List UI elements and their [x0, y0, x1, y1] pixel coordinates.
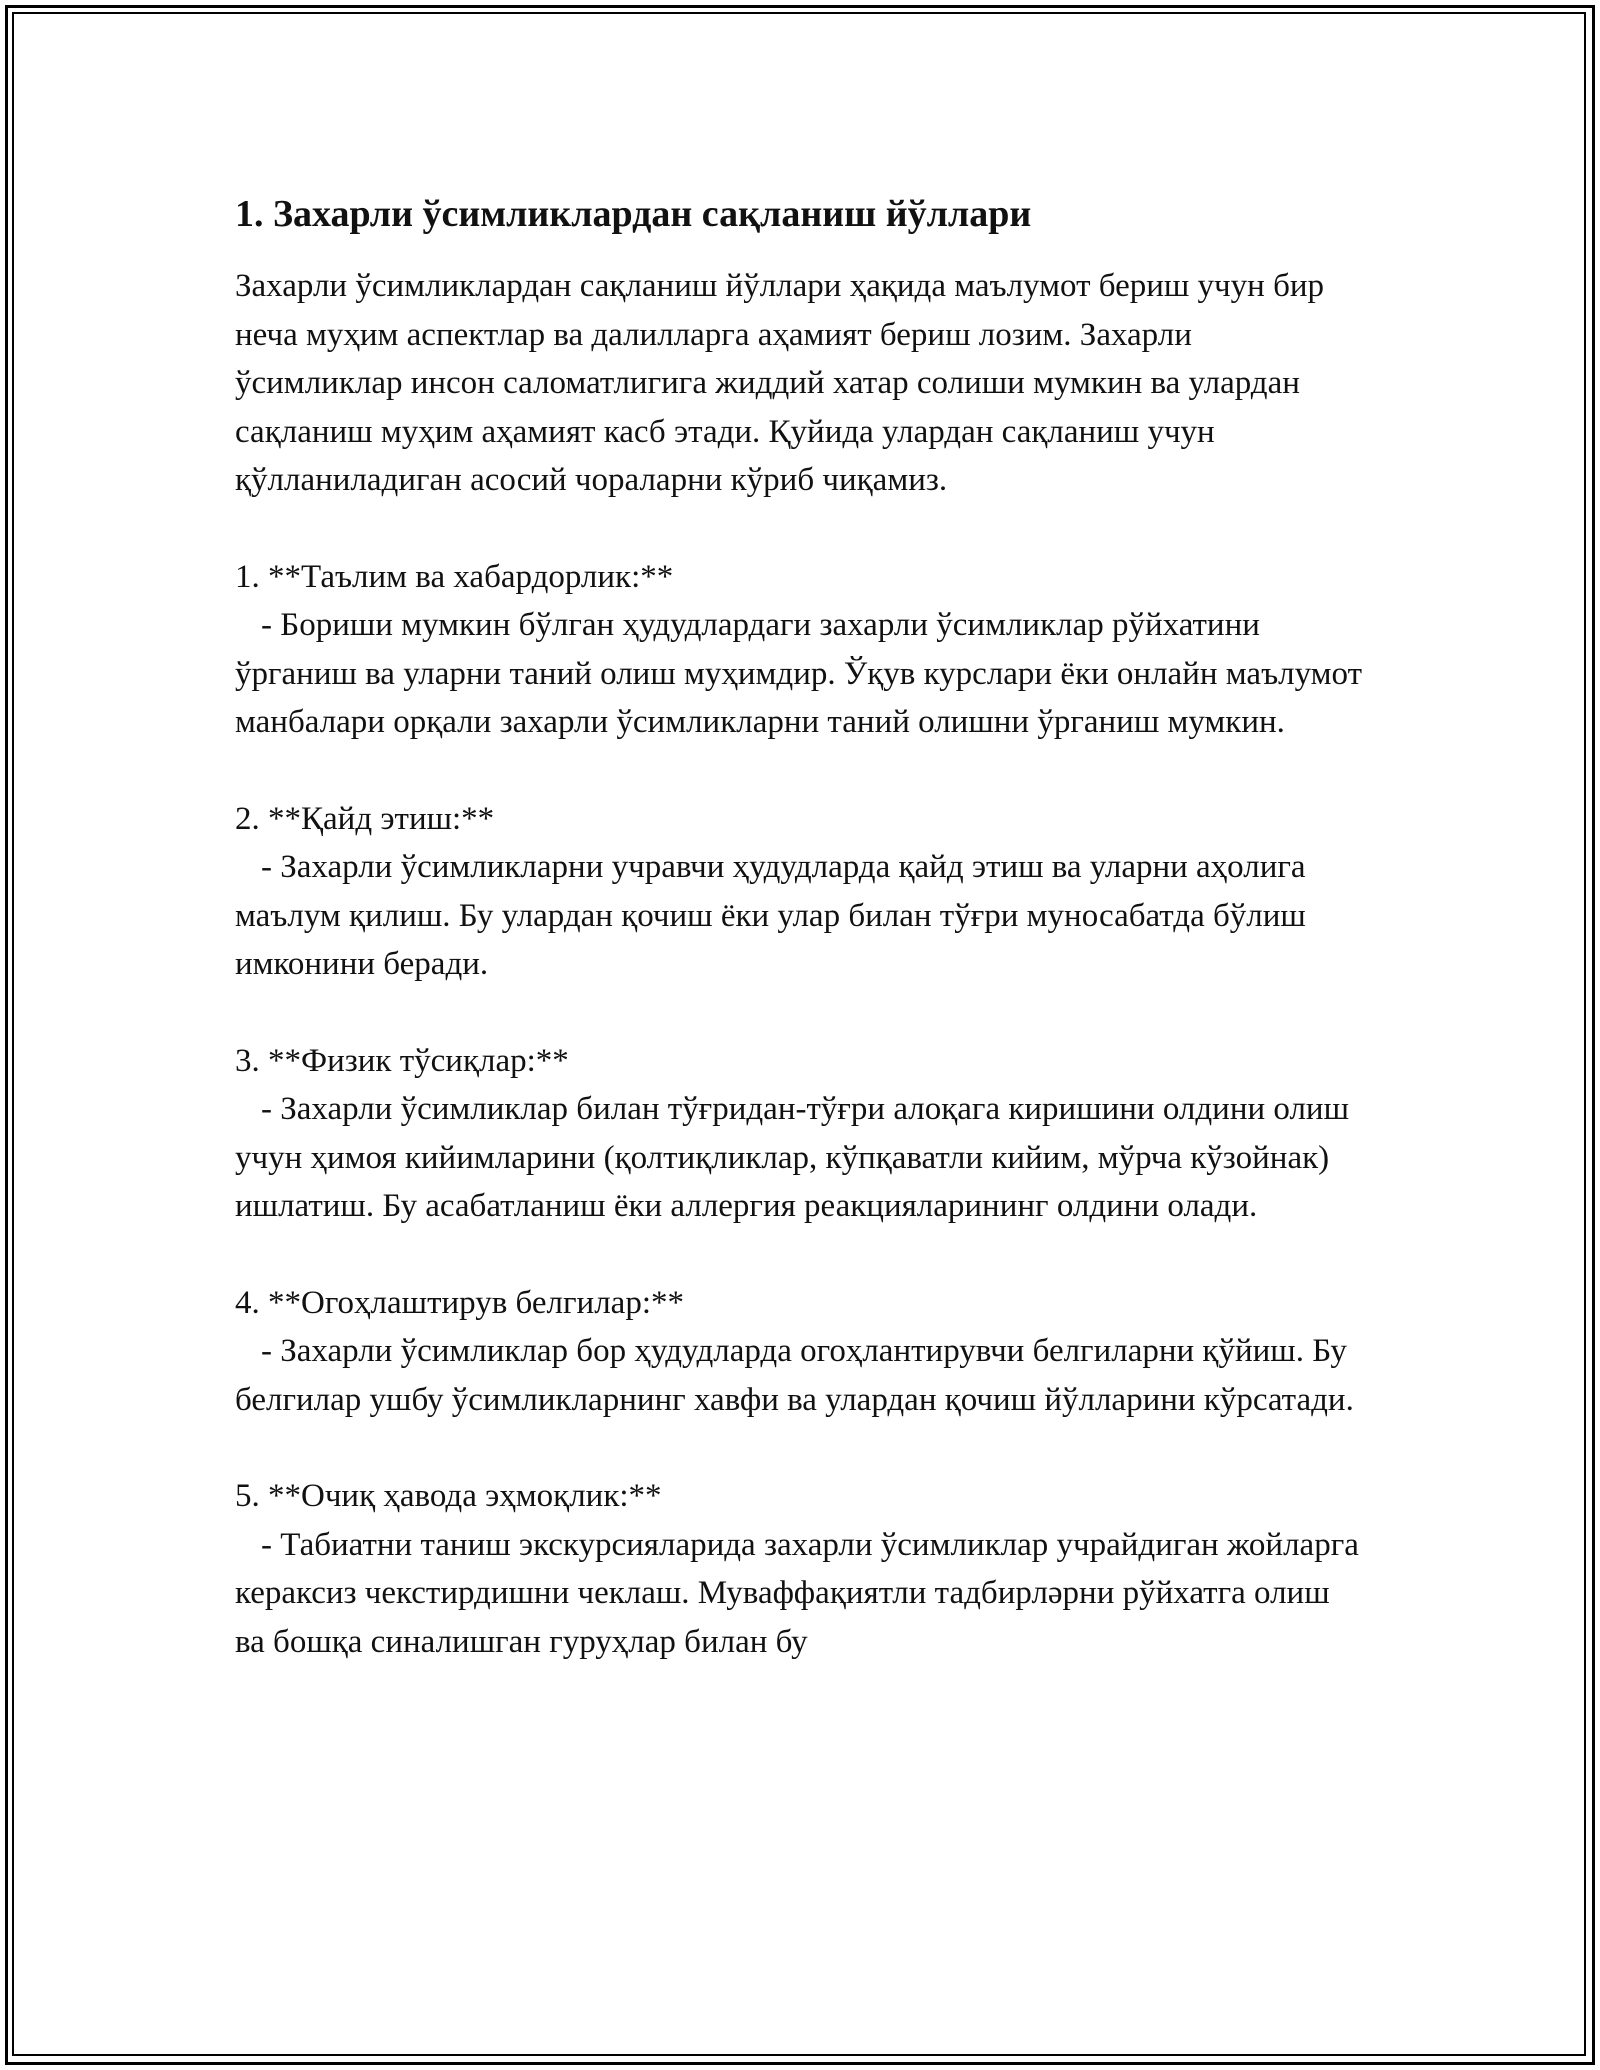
list-item-title: 5. **Очиқ ҳавода эҳмоқлик:** — [235, 1478, 662, 1514]
list-item — [235, 795, 1365, 989]
section-heading: 1. Захарли ўсимликлардан сақланиш йўллари — [235, 193, 1032, 235]
document-body — [235, 188, 1365, 1666]
list-item-body: - Захарли ўсимликлар билан тўғридан-тўғри алоқага киришини олдини олиш учун ҳимоя кийимларини (қолтиқликлар, кўпқаватли кийим, мўрча кўзойнак) ишлатиш. Бу асабатланиш ёки аллергия реакцияларининг олдини олади. — [235, 1091, 1350, 1224]
list-item — [235, 1037, 1365, 1231]
list-item-body: - Захарли ўсимликлар бор ҳудудларда огоҳлантирувчи белгиларни қўйиш. Бу белгилар ушбу ўсимликларнинг хавфи ва улардан қочиш йўлларини кўрсатади. — [235, 1333, 1354, 1418]
list-item-title: 1. **Таълим ва хабардорлик:** — [235, 558, 674, 595]
list-item — [235, 553, 1365, 747]
list-item-title: 4. **Огоҳлаштирув белгилар:** — [235, 1284, 684, 1321]
list-item-body: - Захарли ўсимликларни учравчи ҳудудларда қайд этиш ва уларни аҳолига маълум қилиш. Бу улардан қочиш ёки улар билан тўғри муносабатда бўлиш имконини беради. — [235, 849, 1306, 982]
list-item-body: - Бориши мумкин бўлган ҳудудлардаги захарли ўсимликлар рўйхатини ўрганиш ва уларни таний олиш муҳимдир. Ўқув курслари ёки онлайн маълумот манбалари орқали захарли ўсимликларни таний олишни ўрганиш мумкин. — [235, 607, 1363, 740]
list-item-body: - Табиатни таниш экскурсияларида захарли ўсимликлар учрайдиган жойларга кераксиз чекстирдишни чеклаш. Муваффақиятли тадбирләрни рўйхатга олиш ва бошқа синалишган гуруҳлар билан бу — [235, 1526, 1359, 1660]
list-item-title: 2. **Қайд этиш:** — [235, 800, 495, 837]
list-item — [235, 1472, 1365, 1666]
list-item-title: 3. **Физик тўсиқлар:** — [235, 1042, 569, 1079]
list-item — [235, 1279, 1365, 1425]
intro-paragraph: Захарли ўсимликлардан сақланиш йўллари ҳақида маълумот бериш учун бир неча муҳим аспектлар ва далилларга аҳамият бериш лозим. Захарли ўсимликлар инсон саломатлигига жиддий хатар солиши мумкин ва улардан сақланиш муҳим аҳамият касб этади. Қуйида улардан сақланиш учун қўлланиладиган асосий чораларни кўриб чиқамиз. — [235, 268, 1325, 498]
